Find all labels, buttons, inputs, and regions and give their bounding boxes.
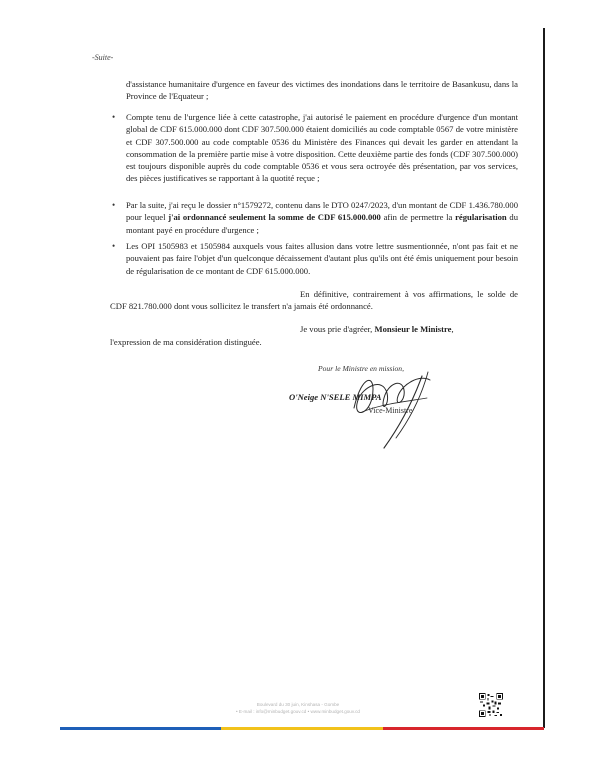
dossier-text-a: Par la suite, j'ai reçu le dossier n°1579272, contenu dans le DTO 0247/2023, d'un montant de CDF 1.436.780.000 pour lequel [126,200,518,223]
paragraph-opi: Les OPI 1505983 et 1505984 auxquels vous faites allusion dans votre lettre susmentionnée, n'ont pas fait et ne pouvaient pas faire l'objet d'un quelconque décaissement d'autant plus qu'ils ont été émis uniquement pour besoin de régularisation de ce montant de CDF 615.000.000. [126,241,518,276]
paragraph-conclusion: En définitive, contrairement à vos affirmations, le solde de CDF 821.780.000 dont vous sollicitez le transfert n'a jamais été ordonnancé. [110,289,518,312]
paragraph-urgent-payment: Compte tenu de l'urgence liée à cette catastrophe, j'ai autorisé le paiement en procédure d'urgence d'un montant global de CDF 615.000.000 dont CDF 307.500.000 étaient domiciliés au code comptable 0567 de votre ministère et CDF 307.500.000 au code comptable 0536 du Ministère des Finances qui devait les garder en attendant la consommation de la première partie mise à votre disposition. Cette deuxième partie des fonds (CDF 307.500.000) est toujours disponible auprès du code comptable 0536 et vous sera octroyée dès présentation, par vos services, des pièces justificatives se rapportant à la quotité reçue ; [126,112,518,184]
dossier-text-bold: j'ai ordonnancé seulement la somme de CDF 615.000.000 [168,212,381,223]
bullet-icon: • [112,241,116,251]
closing-recipient: Monsieur le Ministre [374,324,452,334]
dossier-text-regularisation: régularisation [455,212,507,223]
continuation-header: -Suite- [92,53,114,62]
dossier-text-c: afin de permettre la [380,212,456,223]
footer-bar-blue [60,727,221,730]
bullet-icon: • [112,200,116,210]
paragraph-intro-continued: d'assistance humanitaire d'urgence en faveur des victimes des inondations dans le territoire de Basankusu, dans la Province de l'Equateur ; [126,79,518,102]
closing-comma: , [451,324,454,334]
closing-consideration: l'expression de ma considération distinguée. [110,337,262,347]
closing-text: Je vous prie d'agréer, [300,324,375,334]
bullet-icon: • [112,112,116,122]
qr-code-icon [479,693,503,717]
footer-address: Boulevard du 30 juin, Kinshasa - Gombe [256,702,340,707]
closing-salutation [300,323,520,335]
footer-bar-yellow [221,727,382,730]
page-edge-line [543,28,545,728]
footer-contact: • E-mail : info@minbudget.gouv.cd • www.minbudget.gouv.cd [236,709,360,714]
footer-bar-red [383,727,544,730]
handwritten-signature-icon [332,368,452,458]
dossier-text-e: du montant payé en procédure d'urgence ; [126,212,518,235]
signatory-title: Vice-Ministre [368,406,413,415]
signature-mission-line: Pour le Ministre en mission, [318,364,404,373]
tricolor-footer-bar [60,727,544,730]
signatory-name: O'Neige N'SELE MIMPA [289,392,382,402]
paragraph-dossier-received [126,199,518,236]
